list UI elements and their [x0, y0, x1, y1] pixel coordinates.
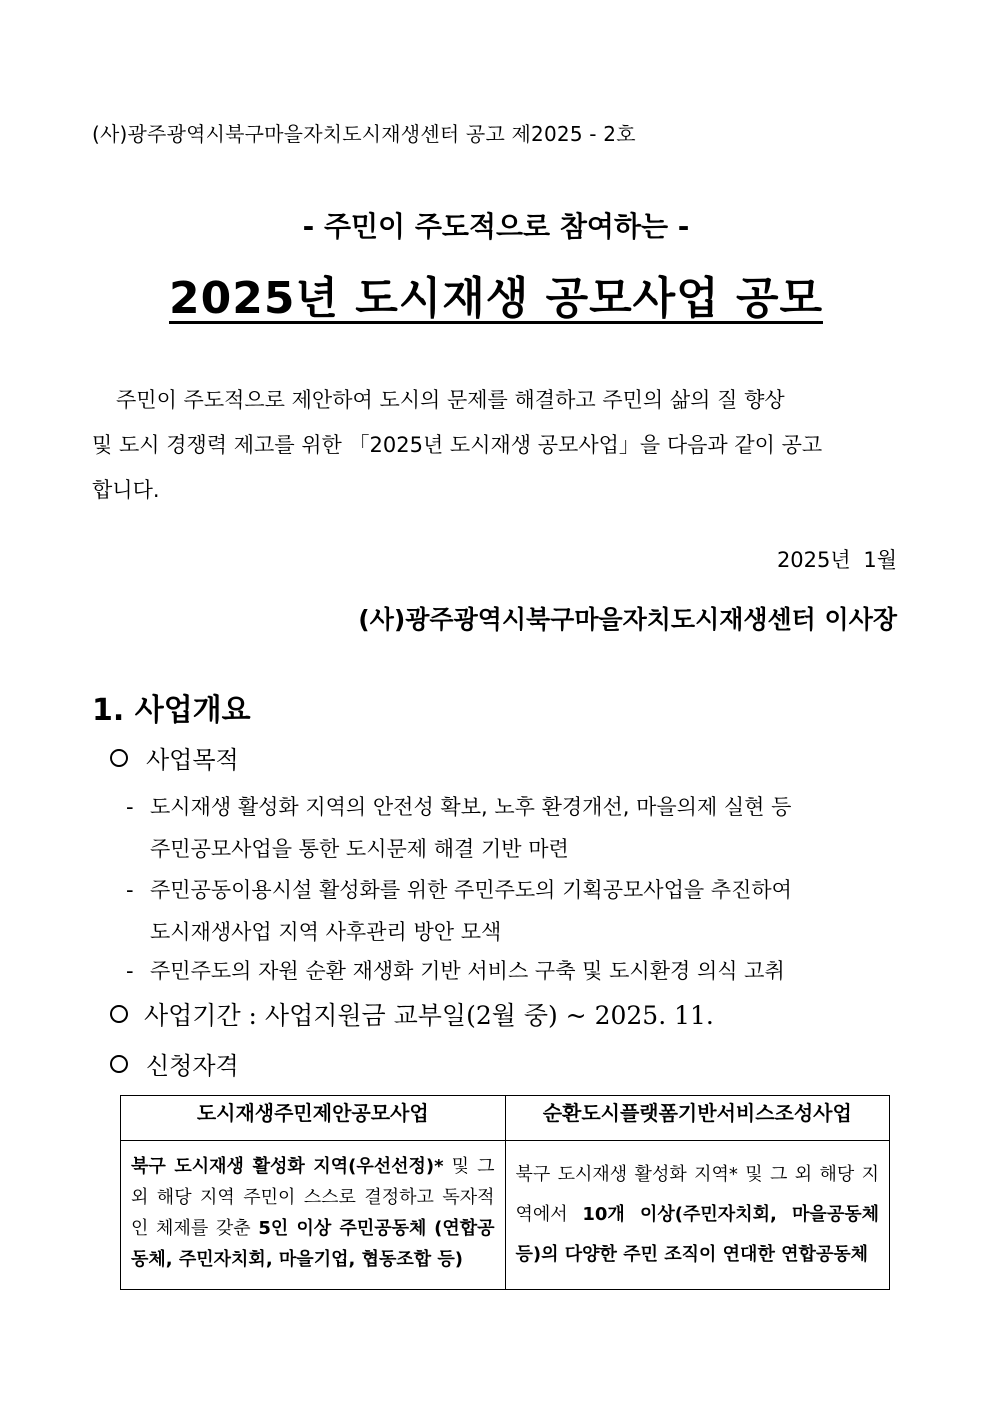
announcement-date: 2025년 1월 [776, 548, 897, 572]
notice-number: (사)광주광역시북구마을자치도시재생센터 공고 제2025 - 2호 [92, 122, 636, 146]
eligibility-citizen-proposal [121, 1141, 506, 1290]
purpose-item-1-line-1: 도시재생 활성화 지역의 안전성 확보, 노후 환경개선, 마을의제 실현 등 [150, 795, 792, 819]
bullet-period [110, 996, 714, 1032]
circle-bullet-icon [110, 1005, 128, 1023]
dash-marker: - [126, 795, 134, 819]
period-text: 사업기간 : 사업지원금 교부일(2월 중) ~ 2025. 11. [144, 1001, 714, 1030]
page-title-text: 2025년 도시재생 공모사업 공모 [169, 273, 823, 324]
dash-marker: - [126, 878, 134, 902]
circle-bullet-icon [110, 1055, 128, 1073]
purpose-label: 사업목적 [146, 746, 239, 774]
subtitle: - 주민이 주도적으로 참여하는 - [302, 210, 690, 243]
section-title-overview: 1. 사업개요 [92, 693, 251, 728]
intro-line-1: 주민이 주도적으로 제안하여 도시의 문제를 해결하고 주민의 삶의 질 향상 [116, 388, 785, 412]
purpose-item-1-line-2: 주민공모사업을 통한 도시문제 해결 기반 마련 [150, 837, 569, 861]
eligibility-right-text-1: 북구 도시재생 활성화 지역* 및 그 외 해당 지역에서 [515, 1164, 879, 1225]
table-header-citizen-proposal: 도시재생주민제안공모사업 [121, 1096, 506, 1141]
table-header-circular-city: 순환도시플랫폼기반서비스조성사업 [505, 1096, 890, 1141]
eligibility-left-bold-2: 5인 이상 주민공동체 [258, 1218, 427, 1239]
purpose-item-2 [126, 869, 898, 953]
intro-paragraph [92, 378, 898, 513]
intro-line-2: 및 도시 경쟁력 제고를 위한 「2025년 도시재생 공모사업」을 다음과 같이 공고 [92, 433, 823, 457]
bullet-purpose [110, 740, 239, 775]
dash-marker: - [126, 959, 134, 983]
intro-line-3: 합니다. [92, 478, 160, 502]
page-title [0, 262, 992, 326]
eligibility-left-bold-3: (연합공동체, 주민자치회, 마을기업, 협동조합 등) [131, 1218, 495, 1270]
eligibility-right-bold-1: 10개 이상(주민자치회, 마을공동체 등)의 다양한 주민 조직이 연대한 연합공동체 [515, 1204, 879, 1265]
eligibility-circular-city [505, 1141, 890, 1290]
purpose-item-3 [126, 950, 898, 992]
purpose-item-2-line-2: 도시재생사업 지역 사후관리 방안 모색 [150, 920, 502, 944]
issuer-signature: (사)광주광역시북구마을자치도시재생센터 이사장 [358, 605, 897, 634]
eligibility-left-text-1: 및 그 외 해당 지역 주민이 스스로 결정하고 독자적인 체제를 갖춘 [131, 1156, 495, 1239]
purpose-item-1 [126, 786, 898, 870]
eligibility-table [120, 1095, 890, 1290]
purpose-item-3-line-1: 주민주도의 자원 순환 재생화 기반 서비스 구축 및 도시환경 의식 고취 [150, 959, 785, 983]
bullet-eligibility [110, 1046, 239, 1081]
eligibility-left-bold-1: 북구 도시재생 활성화 지역(우선선정)* [131, 1156, 444, 1177]
purpose-item-2-line-1: 주민공동이용시설 활성화를 위한 주민주도의 기획공모사업을 추진하여 [150, 878, 792, 902]
circle-bullet-icon [110, 749, 128, 767]
eligibility-label: 신청자격 [146, 1052, 239, 1080]
